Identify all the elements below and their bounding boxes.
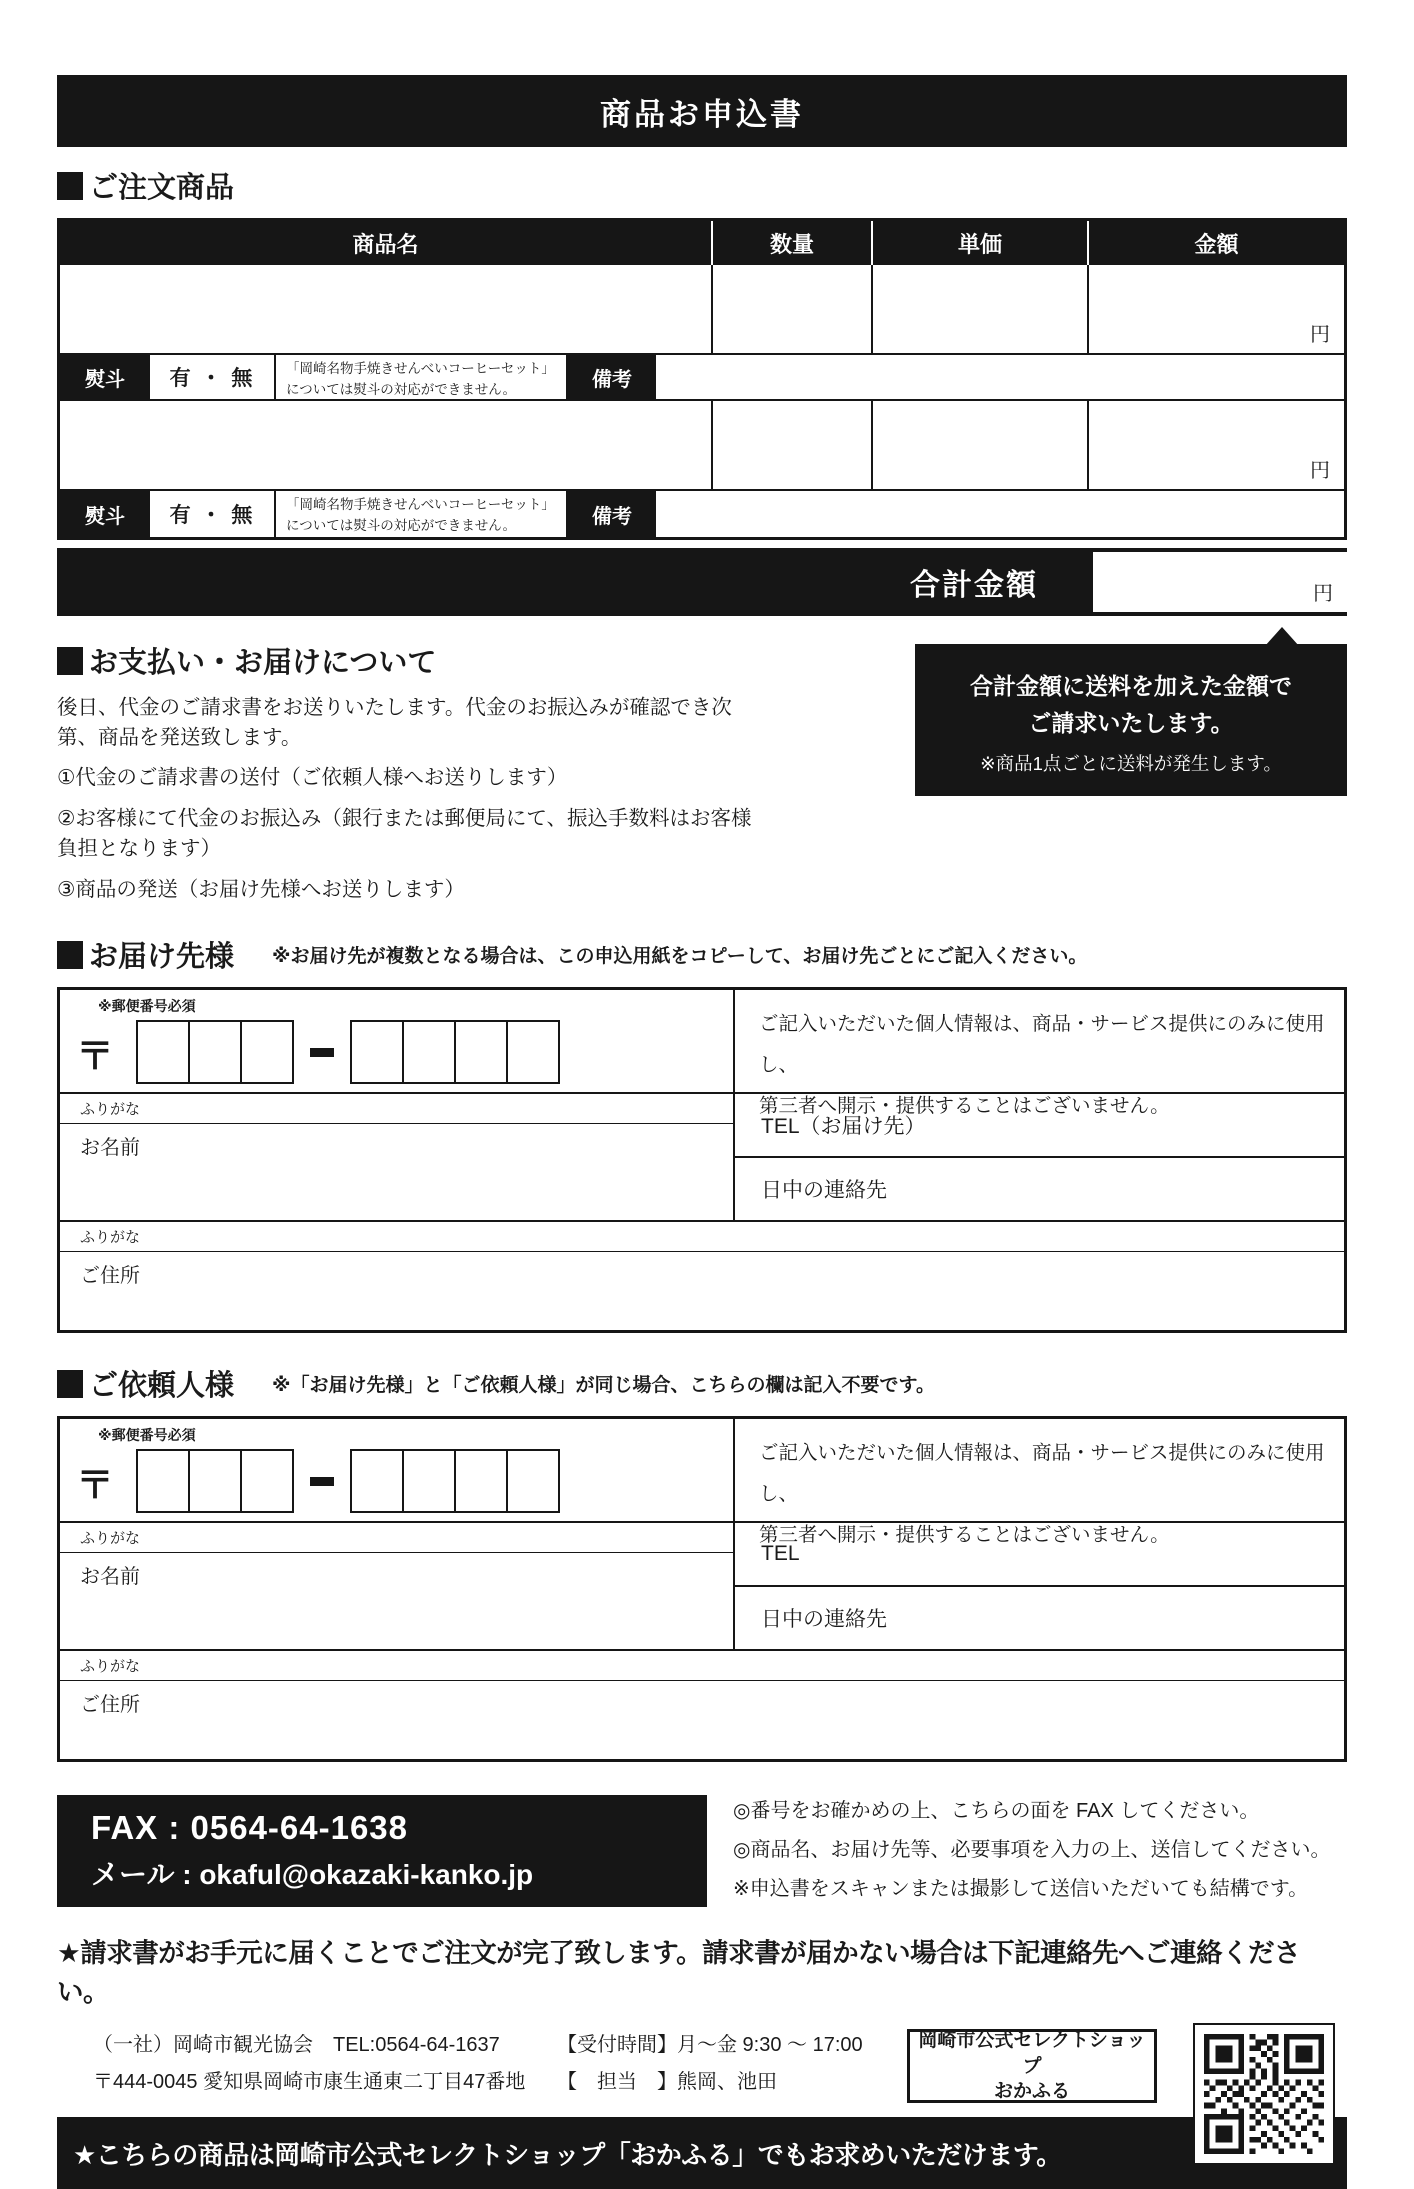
- fax-number: FAX : 0564-64-1638: [91, 1808, 409, 1846]
- privacy-notice: [735, 1419, 1344, 1547]
- order-item-row: [60, 401, 1344, 489]
- shop-name-box: [907, 2029, 1157, 2103]
- payment-section: [57, 640, 1347, 904]
- shop-name-line2: おかふる: [993, 2081, 1070, 2103]
- remarks-field[interactable]: [656, 355, 1344, 399]
- mail-address: メール : okaful@okazaki-kanko.jp: [91, 1858, 534, 1890]
- recipient-info-box: [57, 987, 1347, 1333]
- name-field[interactable]: お名前: [80, 1137, 140, 1160]
- requester-postal-cell: [60, 1419, 735, 1521]
- order-section-heading: [57, 165, 1347, 206]
- callout-note: ※商品1点ごとに送料が発生します。: [980, 752, 1282, 774]
- form-title: 商品お申込書: [600, 96, 804, 132]
- yen-unit: 円: [1310, 324, 1330, 346]
- noshi-choice-field[interactable]: 有 ・ 無: [169, 504, 255, 527]
- postal-digit-field[interactable]: [350, 1020, 404, 1084]
- header-amount: 金額: [1087, 221, 1344, 265]
- recipient-heading-label: お届け先様: [89, 941, 235, 974]
- shop-name-line1: 岡崎市公式セレクトショップ: [918, 2029, 1146, 2077]
- noshi-choice-field[interactable]: 有 ・ 無: [169, 367, 255, 390]
- send-instruction-1: ◎番号をお確かめの上、こちらの面を FAX してください。: [733, 1800, 1260, 1823]
- order-form-page: [57, 0, 1347, 2189]
- postal-required-label: ※郵便番号必須: [98, 998, 196, 1015]
- payment-step-2: ②お客様にて代金のお振込み（銀行または郵便局にて、振込手数料はお客様負担となります）: [57, 807, 752, 860]
- postal-digit-field[interactable]: [188, 1449, 242, 1513]
- callout-line2: ご請求いたします。: [1028, 709, 1234, 736]
- noshi-label: 熨斗: [60, 491, 150, 537]
- amount-field[interactable]: [1087, 265, 1344, 353]
- yen-unit: 円: [1313, 583, 1333, 605]
- postal-digit-field[interactable]: [136, 1449, 190, 1513]
- privacy-line2: 第三者へ開示・提供することはございません。: [759, 1524, 1170, 1547]
- postal-digit-field[interactable]: [506, 1449, 560, 1513]
- product-name-field[interactable]: [60, 401, 711, 489]
- fax-mail-box: [57, 1795, 707, 1907]
- total-row: [57, 548, 1347, 616]
- postal-digit-field[interactable]: [402, 1020, 456, 1084]
- postal-digit-field[interactable]: [454, 1449, 508, 1513]
- invoice-completion-note: ★請求書がお手元に届くことでご注文が完了致します。請求書が届かない場合は下記連絡先へご連絡ください。: [57, 1938, 1301, 2008]
- postal-code-boxes-3: [136, 1020, 294, 1084]
- callout-line1: 合計金額に送料を加えた金額で: [970, 673, 1292, 699]
- noshi-label: 熨斗: [60, 355, 150, 399]
- product-name-field[interactable]: [60, 265, 711, 353]
- postal-digit-field[interactable]: [188, 1020, 242, 1084]
- amount-field[interactable]: [1087, 401, 1344, 489]
- contact-address: 〒444-0045 愛知県岡崎市康生通東二丁目47番地: [93, 2071, 526, 2094]
- postal-digit-field[interactable]: [136, 1020, 190, 1084]
- quantity-field[interactable]: [711, 265, 871, 353]
- form-title-bar: [57, 75, 1347, 147]
- noshi-row: [60, 353, 1344, 401]
- address-field[interactable]: ご住所: [80, 1694, 140, 1717]
- address-field[interactable]: ご住所: [80, 1265, 140, 1288]
- footer-note-bar: [57, 2117, 1347, 2189]
- noshi-row: [60, 489, 1344, 537]
- daytime-contact-field[interactable]: 日中の連絡先: [761, 1179, 887, 1203]
- privacy-notice: [735, 990, 1344, 1118]
- recipient-heading-note: ※お届け先が複数となる場合は、この申込用紙をコピーして、お届け先ごとにご記入ください。: [272, 946, 1088, 968]
- postal-mark-icon: 〒: [76, 1464, 115, 1507]
- noshi-note: [274, 355, 568, 399]
- tel-field[interactable]: TEL: [735, 1523, 1344, 1587]
- requester-heading-label: ご依頼人様: [89, 1370, 235, 1403]
- total-amount-field[interactable]: [1093, 552, 1347, 612]
- recipient-postal-cell: [60, 990, 735, 1092]
- postal-dash-icon: [310, 1048, 334, 1057]
- postal-digit-field[interactable]: [350, 1449, 404, 1513]
- tel-field[interactable]: TEL（お届け先）: [735, 1094, 1344, 1158]
- privacy-line1: ご記入いただいた個人情報は、商品・サービス提供にのみに使用し、: [759, 1013, 1325, 1077]
- unit-price-field[interactable]: [871, 265, 1087, 353]
- furigana-field[interactable]: ふりがな: [60, 1523, 733, 1553]
- contact-org: （一社）岡崎市観光協会 TEL:0564-64-1637: [93, 2034, 500, 2057]
- postal-code-boxes-4: [350, 1449, 560, 1513]
- remarks-field[interactable]: [656, 491, 1344, 537]
- contact-org-block: [57, 2027, 557, 2103]
- requester-section-heading: [57, 1363, 1347, 1404]
- header-unit-price: 単価: [871, 221, 1087, 265]
- qr-code: [1193, 2023, 1335, 2165]
- address-furigana-field[interactable]: ふりがな: [60, 1651, 1344, 1681]
- order-heading-label: ご注文商品: [89, 172, 235, 204]
- payment-heading-label: お支払い・お届けについて: [89, 647, 437, 679]
- payment-text: [57, 693, 767, 904]
- address-furigana-field[interactable]: ふりがな: [60, 1222, 1344, 1252]
- quantity-field[interactable]: [711, 401, 871, 489]
- send-instruction-2: ◎商品名、お届け先等、必要事項を入力の上、送信してください。: [733, 1839, 1331, 1862]
- contact-hours-block: [557, 2027, 907, 2103]
- postal-required-label: ※郵便番号必須: [98, 1427, 196, 1444]
- callout-arrow-up-icon: [1265, 627, 1299, 646]
- furigana-field[interactable]: ふりがな: [60, 1094, 733, 1124]
- payment-step-3: ③商品の発送（お届け先様へお送りします）: [57, 877, 465, 901]
- order-table: [57, 218, 1347, 540]
- payment-intro: 後日、代金のご請求書をお送りいたします。代金のお振込みが確認でき次第、商品を発送致します。: [57, 696, 732, 749]
- send-instruction-3: ※申込書をスキャンまたは撮影して送信いただいても結構です。: [733, 1878, 1309, 1901]
- black-square-marker: [57, 172, 83, 200]
- header-quantity: 数量: [711, 221, 871, 265]
- remarks-label: 備考: [568, 355, 656, 399]
- recipient-section-heading: [57, 934, 1347, 975]
- unit-price-field[interactable]: [871, 401, 1087, 489]
- noshi-note-line1: 「岡崎名物手焼きせんべいコーヒーセット」: [286, 497, 555, 512]
- postal-mark-icon: 〒: [76, 1035, 115, 1078]
- name-field[interactable]: お名前: [80, 1566, 140, 1589]
- requester-heading-note: ※「お届け先様」と「ご依頼人様」が同じ場合、こちらの欄は記入不要です。: [272, 1375, 935, 1397]
- payment-step-1: ①代金のご請求書の送付（ご依頼人様へお送りします）: [57, 766, 568, 790]
- header-product: 商品名: [352, 231, 419, 257]
- contact-staff: 【 担当 】熊岡、池田: [557, 2071, 777, 2094]
- total-label: 合計金額: [910, 569, 1038, 602]
- yen-unit: 円: [1310, 460, 1330, 482]
- noshi-note: [274, 491, 568, 537]
- contact-info: [57, 2027, 1347, 2103]
- remarks-label: 備考: [568, 491, 656, 537]
- noshi-note-line2: については熨斗の対応ができません。: [286, 381, 517, 397]
- bottom-area: [57, 2027, 1347, 2189]
- privacy-line2: 第三者へ開示・提供することはございません。: [759, 1095, 1170, 1118]
- postal-digit-field[interactable]: [506, 1020, 560, 1084]
- contact-hours: 【受付時間】月～金 9:30 ～ 17:00: [557, 2034, 863, 2057]
- postal-code-boxes-4: [350, 1020, 560, 1084]
- requester-info-box: [57, 1416, 1347, 1762]
- noshi-note-line1: 「岡崎名物手焼きせんべいコーヒーセット」: [286, 361, 555, 376]
- postal-digit-field[interactable]: [402, 1449, 456, 1513]
- black-square-marker: [57, 647, 83, 675]
- noshi-note-line2: については熨斗の対応ができません。: [286, 517, 517, 533]
- black-square-marker: [57, 941, 83, 969]
- black-square-marker: [57, 1370, 83, 1398]
- order-item-row: [60, 265, 1344, 353]
- send-section: [57, 1792, 1347, 1909]
- shipping-callout: [915, 644, 1347, 796]
- postal-digit-field[interactable]: [454, 1020, 508, 1084]
- send-instructions: [707, 1792, 1330, 1909]
- postal-digit-field[interactable]: [240, 1020, 294, 1084]
- daytime-contact-field[interactable]: 日中の連絡先: [761, 1608, 887, 1632]
- privacy-line1: ご記入いただいた個人情報は、商品・サービス提供にのみに使用し、: [759, 1442, 1325, 1506]
- footer-note: ★こちらの商品は岡崎市公式セレクトショップ「おかふる」でもお求めいただけます。: [73, 2139, 1062, 2170]
- postal-code-boxes-3: [136, 1449, 294, 1513]
- order-table-header: [60, 221, 1344, 265]
- postal-digit-field[interactable]: [240, 1449, 294, 1513]
- postal-dash-icon: [310, 1477, 334, 1486]
